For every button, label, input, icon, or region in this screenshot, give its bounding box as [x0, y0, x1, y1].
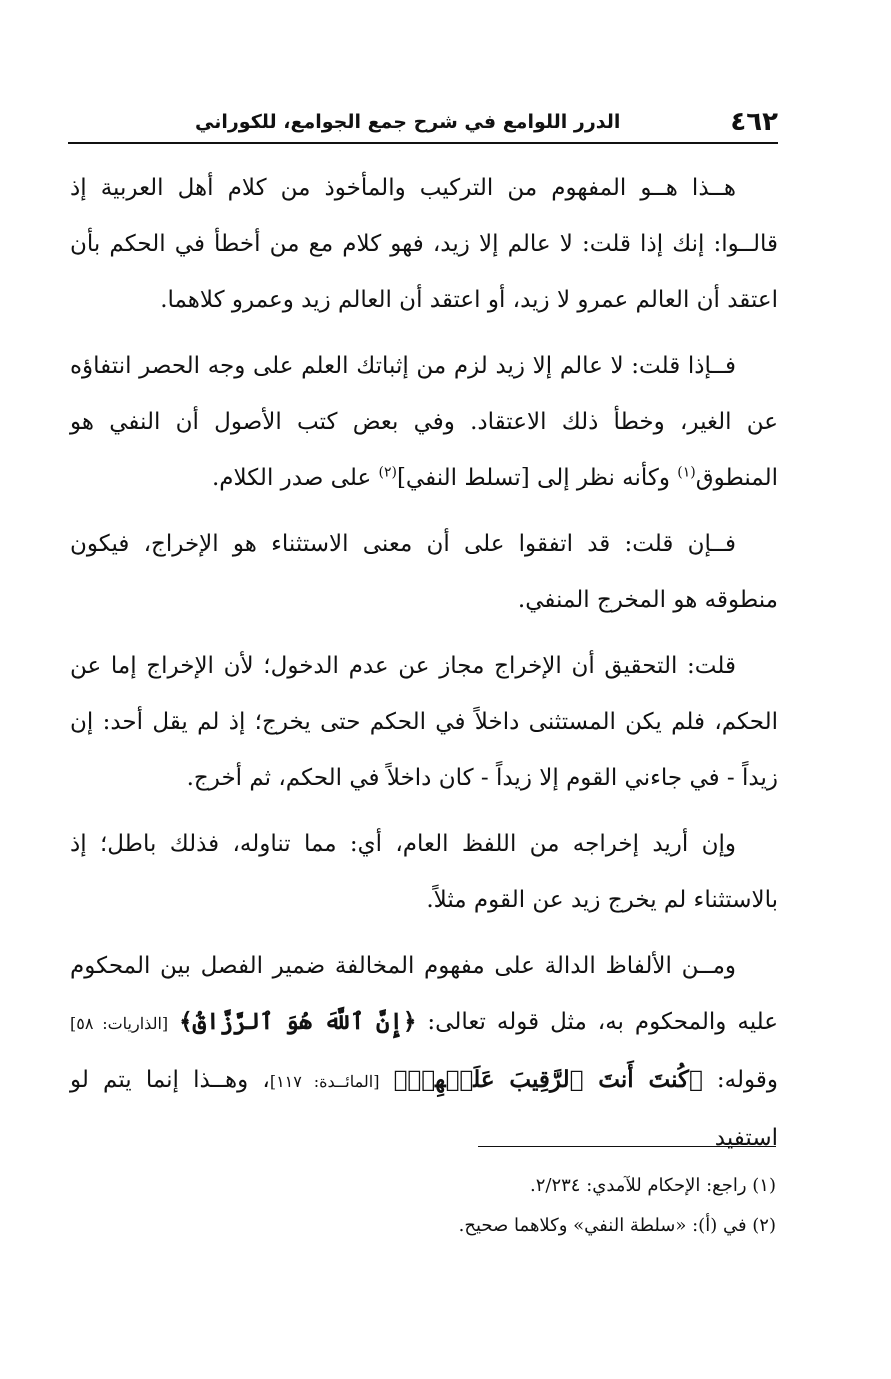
- verse-reference-1: [الذاريات: ٥٨]: [70, 1014, 169, 1033]
- footnote-marker-2[interactable]: (٢): [378, 464, 397, 481]
- header-rule: [68, 142, 778, 144]
- verse-reference-2: [المائــدة: ١١٧]: [269, 1072, 380, 1091]
- paragraph-5: وإن أريد إخراجه من اللفظ العام، أي: مما تناوله، فذلك باطل؛ إذ بالاستثناء لم يخرج زيد عن القوم مثلاً.: [70, 831, 778, 913]
- footnote-2: (٢) في (أ): «سلطة النفي» وكلاهما صحيح.: [458, 1215, 776, 1236]
- page-header: [68, 104, 778, 140]
- quran-bracket-close-2: ﴾: [393, 1066, 408, 1093]
- footnote-rule: [478, 1146, 776, 1147]
- quran-bracket-open-2: ﴿: [688, 1066, 703, 1093]
- running-title: الدرر اللوامع في شرح جمع الجوامع، للكوراني: [194, 111, 621, 133]
- paragraph-1: هــذا هــو المفهوم من التركيب والمأخوذ من كلام أهل العربية إذ قالــوا: إنك إذا قلت: لا عالم إلا زيد، فهو كلام مع من أخطأ في الحكم بأن اعتقد أن العالم عمرو لا زيد، أو اعتقد أن العالم زيد وعمرو كلاهما.: [70, 175, 778, 313]
- paragraph-4: قلت: التحقيق أن الإخراج مجاز عن عدم الدخول؛ لأن الإخراج إما عن الحكم، فلم يكن المستثنى داخلاً في الحكم حتى يخرج؛ إذ لم يقل أحد: إن زيداً - في جاءني القوم إلا زيداً - كان داخلاً في الحكم، ثم أخرج.: [70, 653, 778, 791]
- paragraph-6-part-a: ومــن الألفاظ الدالة على مفهوم المخالفة ضمير الفصل بين المحكوم عليه والمحكوم به، مثل قوله تعالى:: [70, 953, 779, 1035]
- quran-bracket-close-1: ﴾: [179, 1008, 193, 1035]
- paragraph-2-part-b: وكأنه نظر إلى [تسلط النفي]: [396, 465, 678, 491]
- paragraph-2-part-c: على صدر الكلام.: [211, 465, 379, 491]
- paragraph-2-part-a: فــإذا قلت: لا عالم إلا زيد لزم من إثباتك العلم على وجه الحصر انتفاؤه عن الغير، وخطأ ذلك الاعتقاد. وفي بعض كتب الأصول أن النفي هو المنطوق: [70, 353, 778, 491]
- quran-verse-2: كُنتَ أَنتَ ٱلرَّقِيبَ عَلَيۡهِمۡ: [407, 1066, 689, 1093]
- paragraph-2: [70, 338, 778, 506]
- footnote-marker-1[interactable]: (١): [677, 464, 696, 481]
- footnote-1: (١) راجع: الإحكام للآمدي: ٢/٢٣٤.: [530, 1175, 776, 1196]
- quran-verse-1: إِنَّ ٱللَّهَ هُوَ ٱلرَّزَّاقُ: [192, 1008, 403, 1035]
- paragraph-6-part-c: ، وهــذا إنما يتم لو استفيد: [70, 1067, 778, 1151]
- paragraph-6-part-b: وقوله:: [702, 1067, 778, 1093]
- paragraph-6: [70, 938, 778, 1166]
- footnotes: [70, 1166, 776, 1246]
- quran-bracket-open-1: ﴿: [402, 1008, 417, 1035]
- page-number: ٤٦٢: [730, 107, 778, 137]
- paragraph-3: فــإن قلت: قد اتفقوا على أن معنى الاستثناء هو الإخراج، فيكون منطوقه هو المخرج المنفي.: [70, 531, 778, 613]
- main-text: [70, 160, 778, 1176]
